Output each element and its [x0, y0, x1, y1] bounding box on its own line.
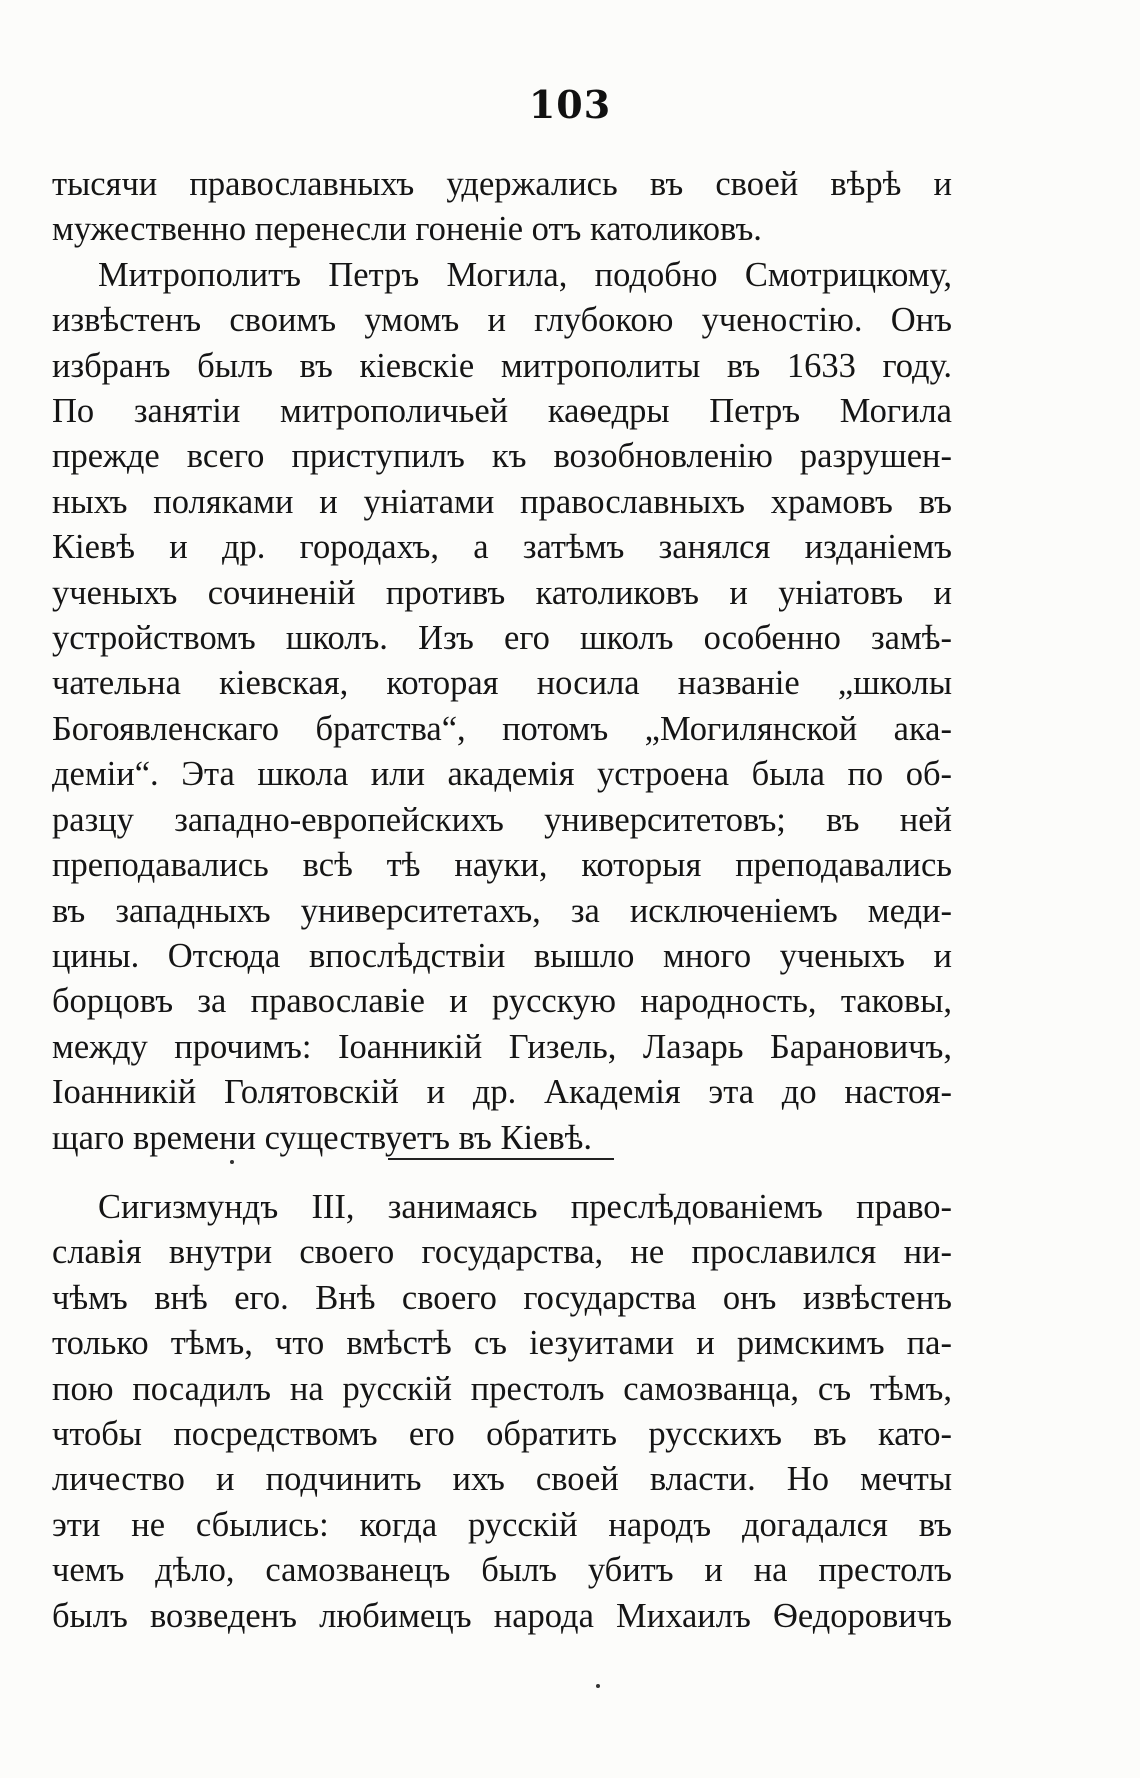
text-line: чѣмъ внѣ его. Внѣ своего государства онъ извѣстенъ — [52, 1278, 952, 1317]
text-line: разцу западно-европейскихъ университетовъ; въ ней — [52, 800, 952, 839]
print-speck — [230, 1160, 234, 1164]
text-line: чтобы посредствомъ его обратить русскихъ въ като- — [52, 1415, 952, 1454]
text-line: Богоявленскаго братства“, потомъ „Могилянской ака- — [52, 709, 952, 748]
print-speck — [596, 1684, 600, 1688]
text-line: Іоанникій Голятовскій и др. Академія эта до настоя- — [52, 1073, 952, 1112]
text-block-top — [52, 162, 952, 1161]
section-divider — [388, 1158, 614, 1160]
text-line: чательна кіевская, которая носила названіе „школы — [52, 664, 952, 703]
text-line: въ западныхъ университетахъ, за исключеніемъ меди- — [52, 891, 952, 930]
text-line: тысячи православныхъ удержались въ своей вѣрѣ и — [52, 165, 952, 203]
text-line: борцовъ за православіе и русскую народность, таковы, — [52, 982, 952, 1021]
text-line: только тѣмъ, что вмѣстѣ съ іезуитами и римскимъ па- — [52, 1324, 952, 1363]
text-line: По занятіи митрополичьей каѳедры Петръ Могила — [52, 392, 952, 431]
text-line: устройствомъ школъ. Изъ его школъ особенно замѣ- — [52, 619, 952, 658]
text-line: пою посадилъ на русскій престолъ самозванца, съ тѣмъ, — [52, 1369, 952, 1408]
text-line: мужественно перенесли гоненіе отъ католиковъ. — [52, 210, 762, 249]
text-line: деміи“. Эта школа или академія устроена была по об- — [52, 755, 952, 794]
text-line: Сигизмундъ III, занимаясь преслѣдованіемъ право- — [98, 1188, 952, 1226]
text-line: эти не сбылись: когда русскій народъ догадался въ — [52, 1505, 952, 1544]
text-line: чемъ дѣло, самозванецъ былъ убитъ и на престолъ — [52, 1551, 952, 1590]
page-number: 103 — [528, 82, 612, 127]
text-line: личество и подчинить ихъ своей власти. Но мечты — [52, 1460, 952, 1499]
text-line: извѣстенъ своимъ умомъ и глубокою ученостію. Онъ — [52, 301, 952, 340]
text-line: славія внутри своего государства, не прославился ни- — [52, 1233, 952, 1272]
text-line: цины. Отсюда впослѣдствіи вышло много ученыхъ и — [52, 936, 952, 975]
text-line: преподавались всѣ тѣ науки, которыя преподавались — [52, 846, 952, 885]
text-line: ученыхъ сочиненій противъ католиковъ и уніатовъ и — [52, 573, 952, 612]
text-line: Кіевѣ и др. городахъ, а затѣмъ занялся изданіемъ — [52, 528, 952, 567]
text-line: ныхъ поляками и уніатами православныхъ храмовъ въ — [52, 482, 952, 521]
text-line: между прочимъ: Іоанникій Гизель, Лазарь Барановичъ, — [52, 1027, 952, 1066]
text-line: прежде всего приступилъ къ возобновленію разрушен- — [52, 437, 952, 476]
text-line: избранъ былъ въ кіевскіе митрополиты въ 1633 году. — [52, 346, 952, 385]
text-block-bottom — [52, 1185, 952, 1639]
text-line: щаго времени существуетъ въ Кіевѣ. — [52, 1118, 593, 1157]
text-line: былъ возведенъ любимецъ народа Михаилъ Ѳедоровичъ — [52, 1596, 952, 1635]
text-line: Митрополитъ Петръ Могила, подобно Смотрицкому, — [98, 255, 952, 294]
